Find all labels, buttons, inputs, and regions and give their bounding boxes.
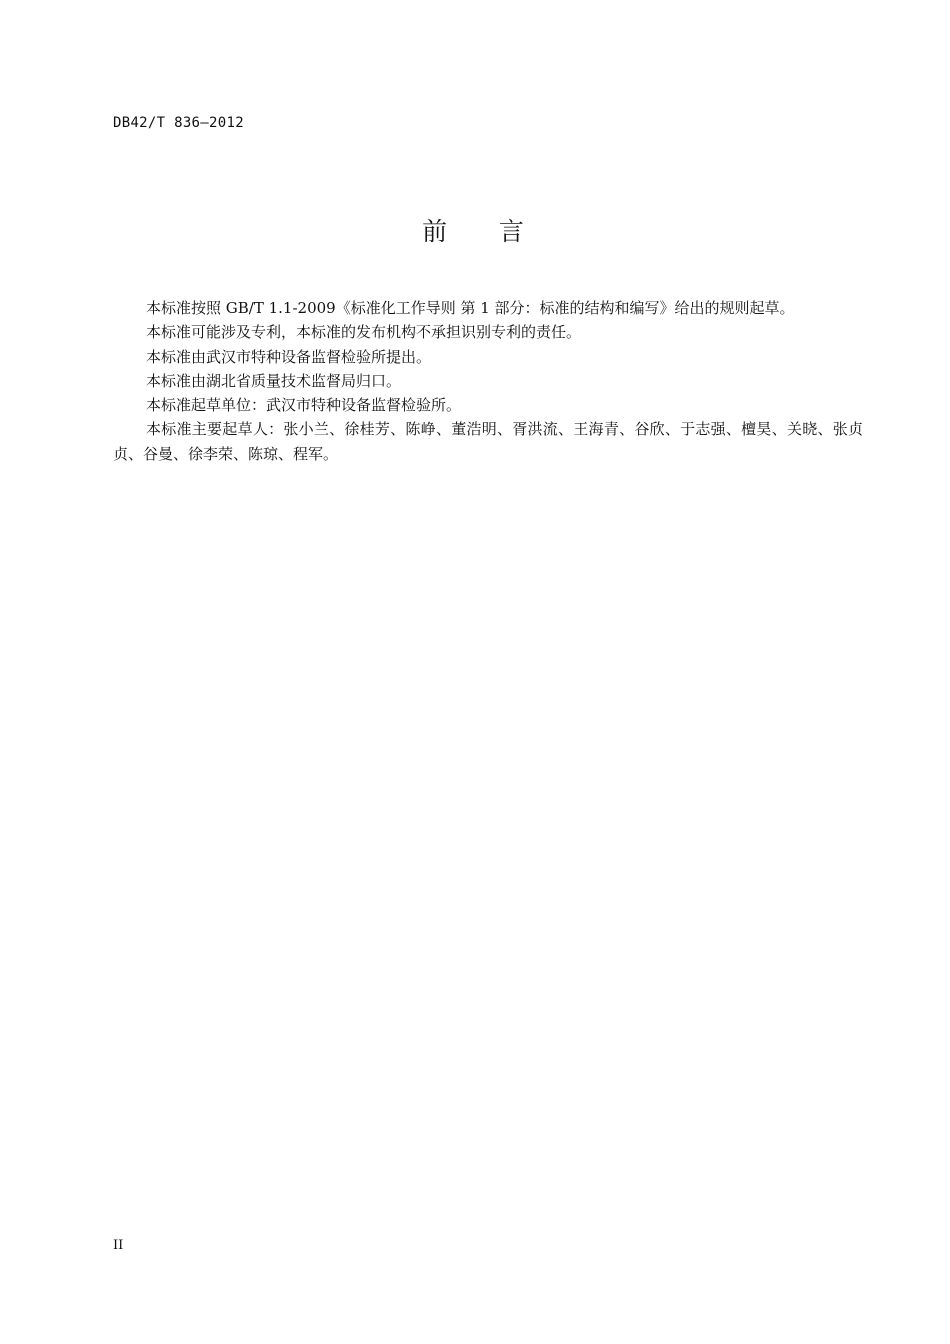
- paragraph-proposed-by: 本标准由武汉市特种设备监督检验所提出。: [146, 347, 432, 366]
- paragraph-drafting-unit: 本标准起草单位：武汉市特种设备监督检验所。: [146, 396, 462, 415]
- page-title: 前 言: [422, 217, 528, 246]
- paragraph-patent-notice: 本标准可能涉及专利，本标准的发布机构不承担识别专利的责任。: [146, 323, 582, 342]
- document-code: DB42/T 836—2012: [113, 115, 244, 131]
- paragraph-centralized-by: 本标准由湖北省质量技术监督局归口。: [146, 371, 402, 390]
- foreword-body: [113, 296, 863, 466]
- page-number: II: [113, 1238, 124, 1253]
- paragraph-drafting-rules: 本标准按照 GB/T 1.1-2009《标准化工作导则 第 1 部分：标准的结构和编写》给出的规则起草。: [146, 299, 795, 317]
- paragraph-main-drafters: 本标准主要起草人：张小兰、徐桂芳、陈峥、董浩明、胥洪流、王海青、谷欣、于志强、檀昊、关晓、张贞贞、谷曼、徐李荣、陈琼、程军。: [113, 420, 863, 463]
